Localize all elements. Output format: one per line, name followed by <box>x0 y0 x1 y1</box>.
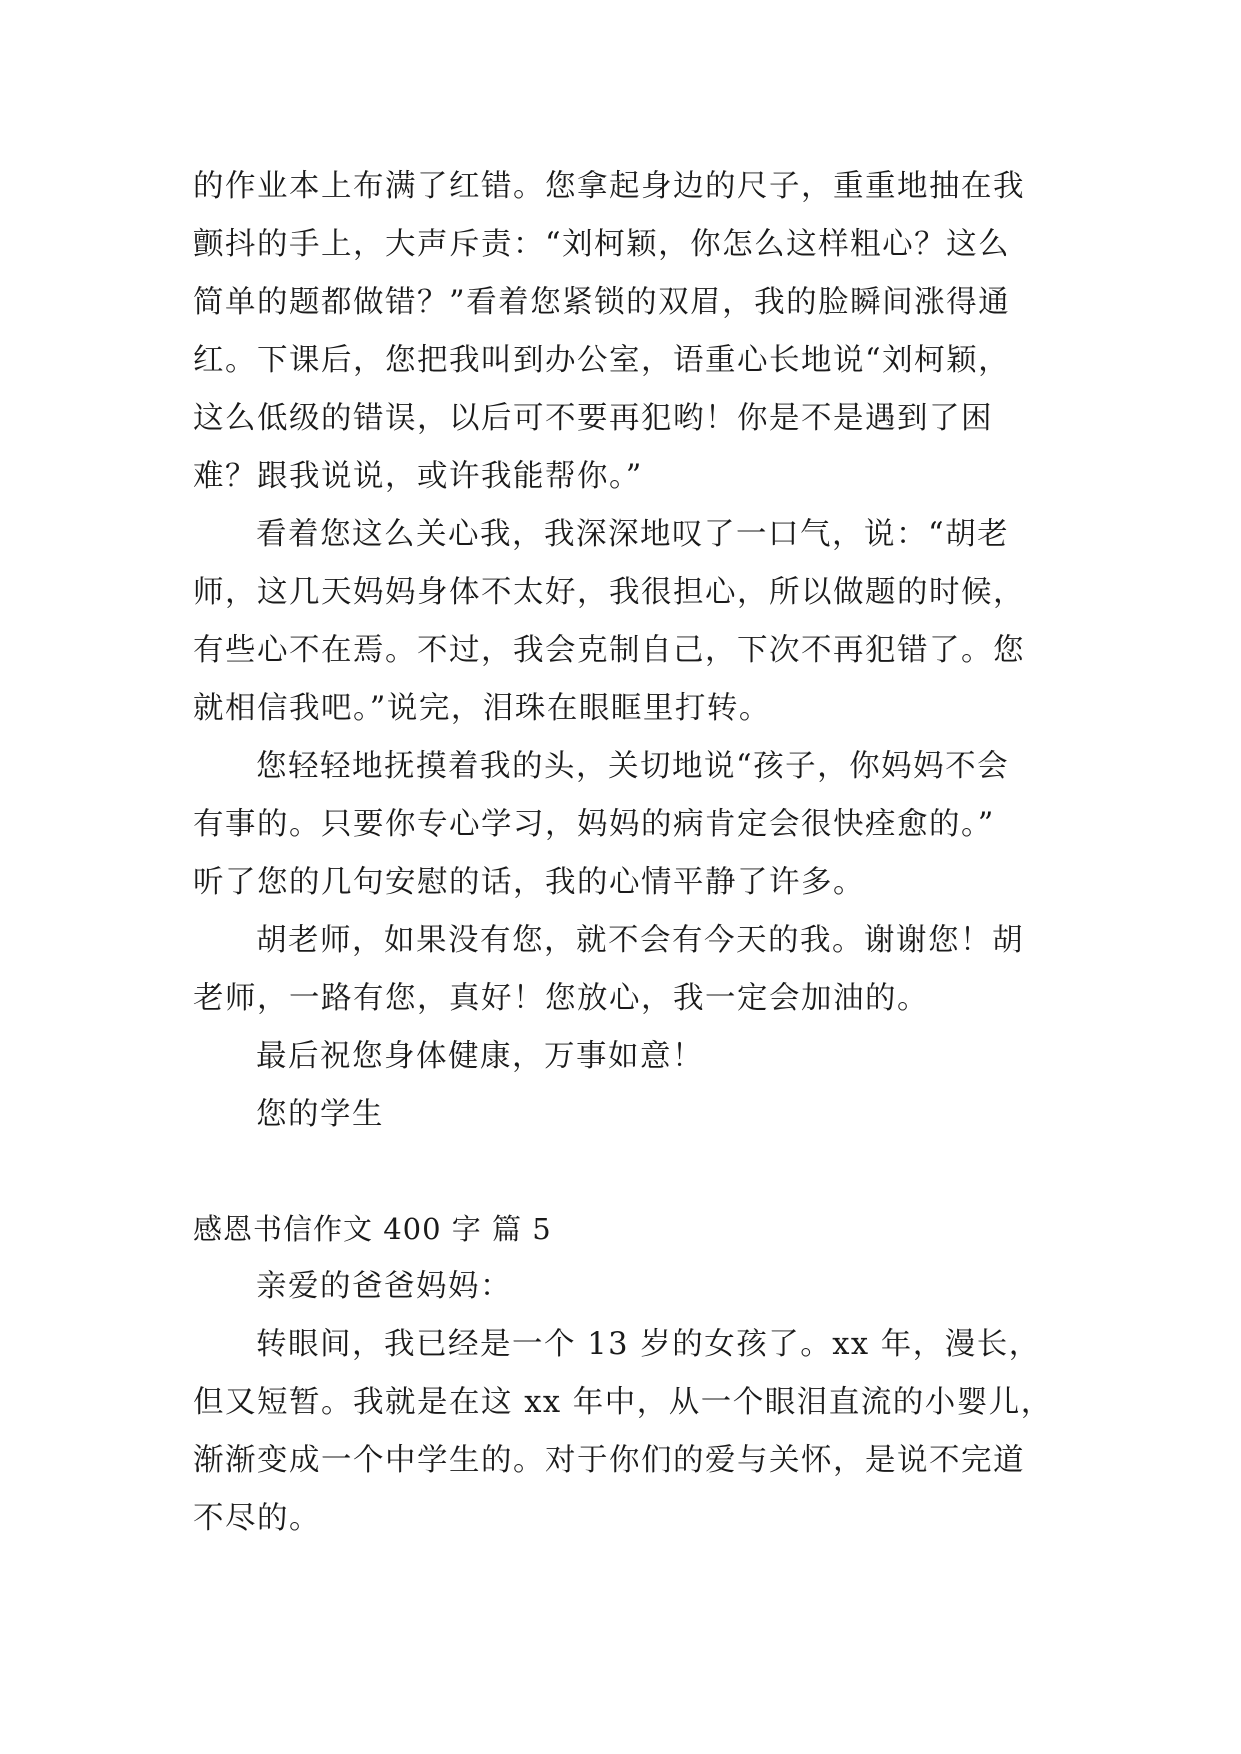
salutation: 亲爱的爸爸妈妈： <box>256 1269 512 1304</box>
signature-line: 您的学生 <box>256 1097 384 1132</box>
text-line: 的作业本上布满了红错。您拿起身边的尺子，重重地抽在我 <box>193 169 1025 204</box>
text-line: 这么低级的错误，以后可不要再犯哟！你是不是遇到了困 <box>193 401 993 436</box>
closing-wish: 最后祝您身体健康，万事如意！ <box>256 1039 704 1074</box>
paragraph-first-line: 看着您这么关心我，我深深地叹了一口气，说：“胡老 <box>256 517 1010 552</box>
paragraph-first-line: 胡老师，如果没有您，就不会有今天的我。谢谢您！胡 <box>256 923 1024 958</box>
section-heading: 感恩书信作文 400 字 篇 5 <box>193 1212 552 1246</box>
text-line: 简单的题都做错？”看着您紧锁的双眉，我的脸瞬间涨得通 <box>193 285 1011 320</box>
paragraph-first-line: 您轻轻地抚摸着我的头，关切地说“孩子，你妈妈不会 <box>256 749 1010 784</box>
text-line: 但又短暂。我就是在这 xx 年中，从一个眼泪直流的小婴儿， <box>193 1385 1053 1420</box>
text-line: 有事的。只要你专心学习，妈妈的病肯定会很快痊愈的。” <box>193 807 995 842</box>
text-line: 渐渐变成一个中学生的。对于你们的爱与关怀，是说不完道 <box>193 1443 1025 1478</box>
text-line: 就相信我吧。”说完，泪珠在眼眶里打转。 <box>193 691 771 726</box>
text-line: 难？跟我说说，或许我能帮你。” <box>193 459 643 494</box>
text-line: 颤抖的手上，大声斥责：“刘柯颖，你怎么这样粗心？这么 <box>193 227 1011 262</box>
text-line: 有些心不在焉。不过，我会克制自己，下次不再犯错了。您 <box>193 633 1025 668</box>
text-line: 听了您的几句安慰的话，我的心情平静了许多。 <box>193 865 865 900</box>
text-line: 师，这几天妈妈身体不太好，我很担心，所以做题的时候， <box>193 575 1025 610</box>
paragraph-first-line: 转眼间，我已经是一个 13 岁的女孩了。xx 年，漫长， <box>256 1327 1041 1362</box>
text-line: 老师，一路有您，真好！您放心，我一定会加油的。 <box>193 981 929 1016</box>
text-line: 红。下课后，您把我叫到办公室，语重心长地说“刘柯颖， <box>193 343 1011 378</box>
text-line: 不尽的。 <box>193 1501 321 1536</box>
